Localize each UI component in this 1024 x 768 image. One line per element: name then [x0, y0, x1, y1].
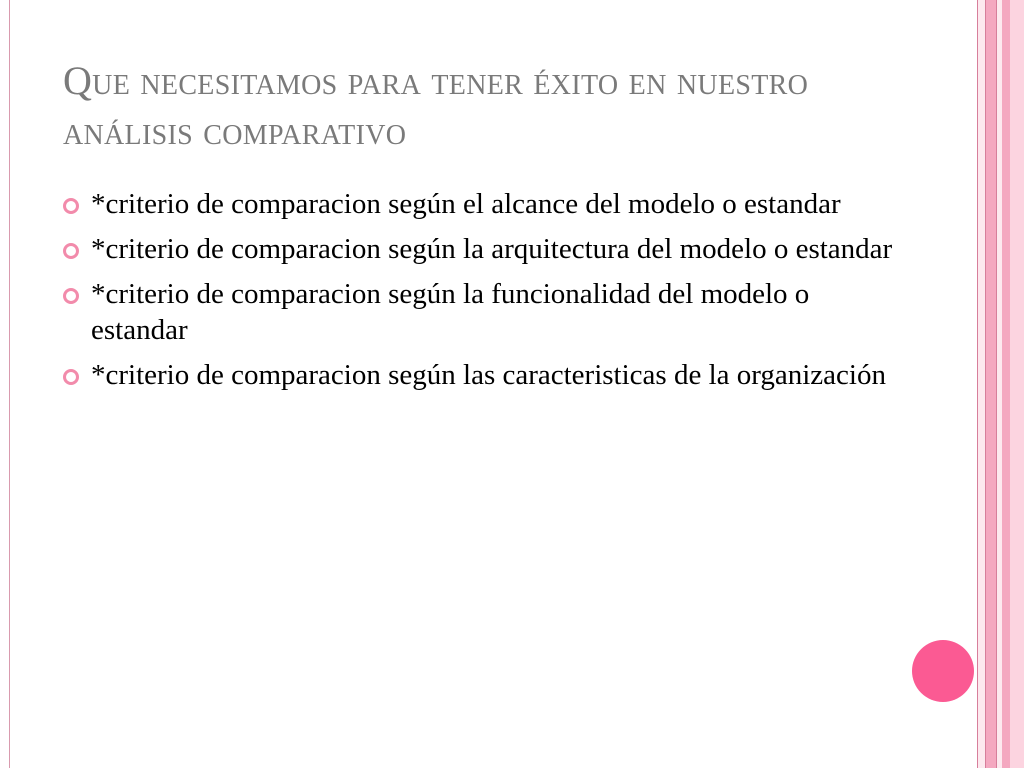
bullet-text: *criterio de comparacion según la arquitectura del modelo o estandar: [91, 233, 893, 265]
bullet-item: [62, 276, 912, 348]
bullet-item: [62, 231, 912, 267]
right-decorative-stripes: [977, 0, 1024, 768]
hollow-circle-bullet-icon: [63, 369, 79, 385]
hollow-circle-bullet-icon: [63, 288, 79, 304]
bullet-list: [62, 186, 912, 402]
hollow-circle-bullet-icon: [63, 243, 79, 259]
stripe: [986, 0, 996, 768]
stripe: [1002, 0, 1010, 768]
pink-circle-decoration: [912, 640, 974, 702]
bullet-text: *criterio de comparacion según la funcionalidad del modelo o estandar: [91, 278, 810, 346]
slide-title: Que necesitamos para tener éxito en nuestro análisis comparativo: [63, 58, 809, 153]
stripe: [978, 0, 985, 768]
stripe: [1010, 0, 1024, 768]
bullet-item: [62, 186, 912, 222]
bullet-item: [62, 357, 912, 393]
left-border: [0, 0, 10, 768]
bullet-text: *criterio de comparacion según el alcance del modelo o estandar: [91, 188, 841, 220]
bullet-text: *criterio de comparacion según las caracteristicas de la organización: [91, 359, 886, 391]
hollow-circle-bullet-icon: [63, 198, 79, 214]
